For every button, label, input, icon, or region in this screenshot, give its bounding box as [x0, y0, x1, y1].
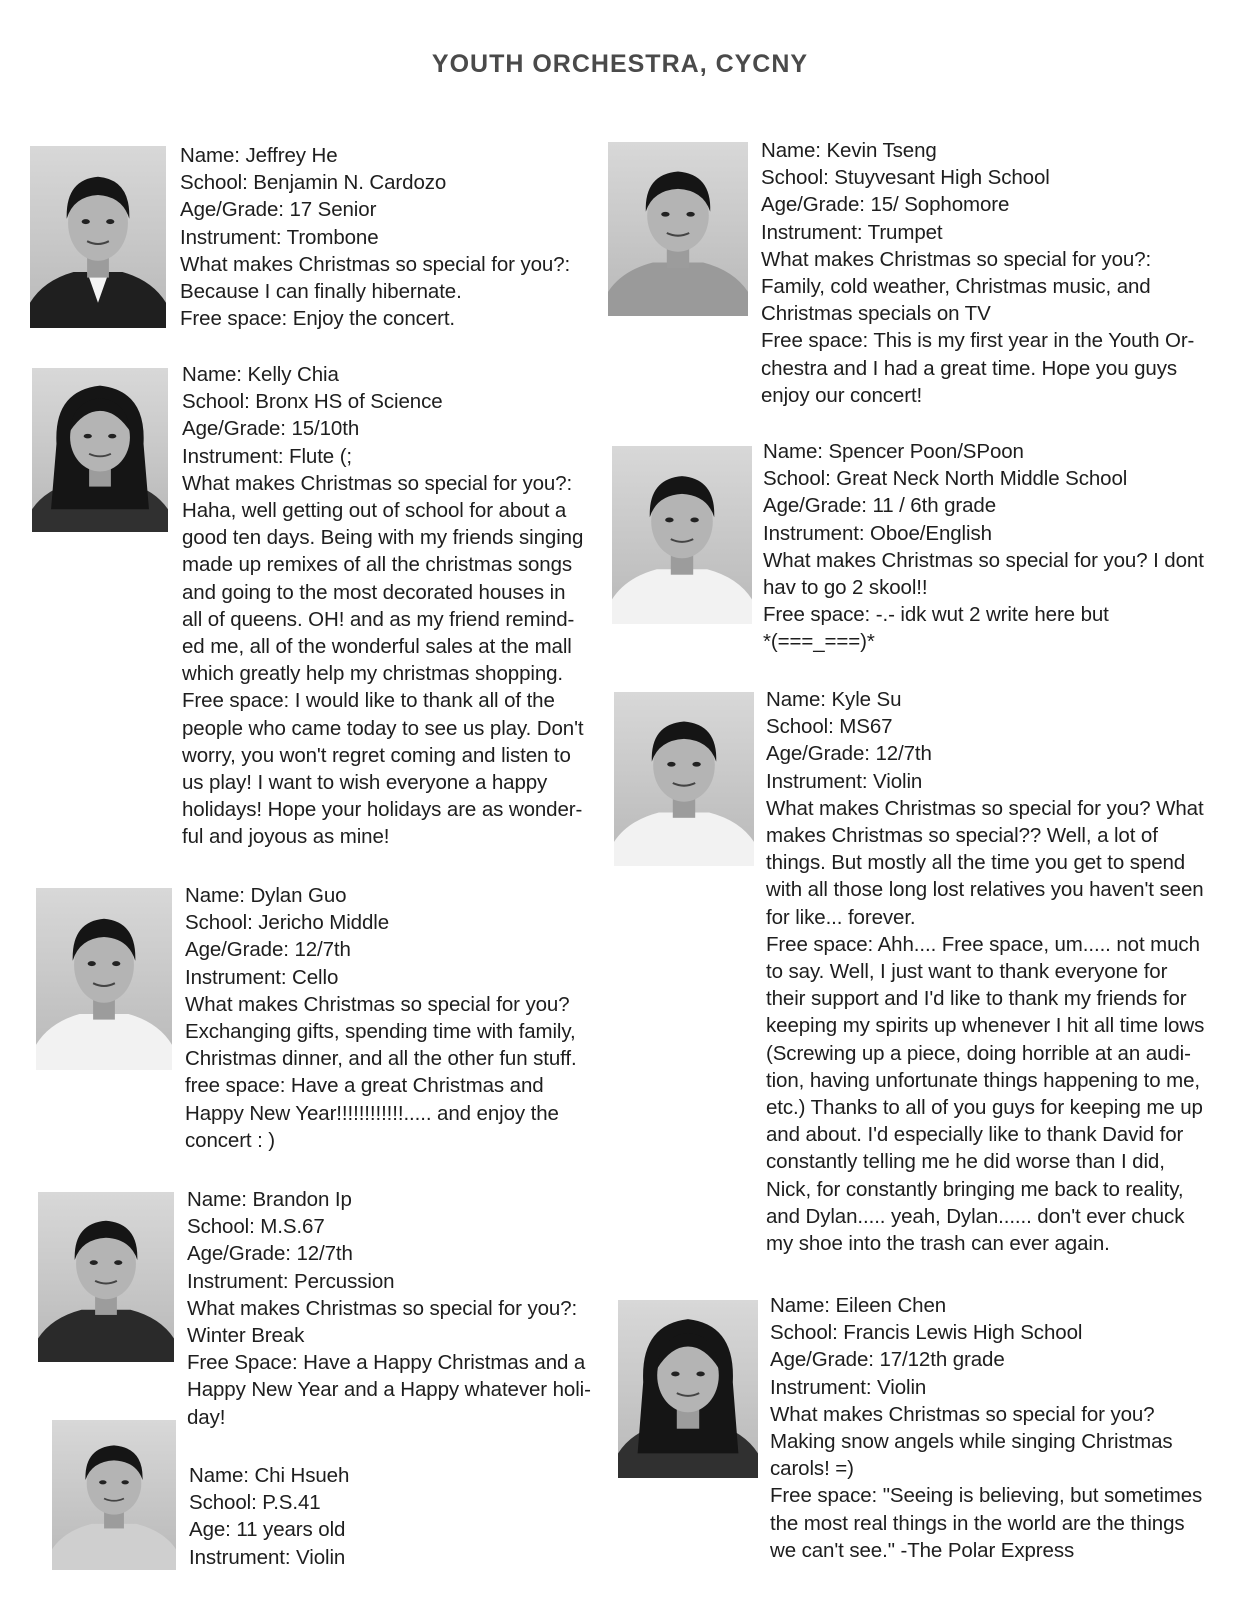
- member-text-line: Age/Grade: 15/10th: [182, 417, 360, 441]
- entry-kyle-su: [766, 686, 1204, 1257]
- member-text-line: What makes Christmas so special for you?: [185, 992, 570, 1016]
- member-text-line: and about. I'd especially like to thank David for: [766, 1123, 1184, 1147]
- photo-kyle-su: [614, 692, 754, 866]
- member-text-line: we can't see." -The Polar Express: [770, 1538, 1075, 1562]
- member-name: Name: Jeffrey He: [180, 144, 338, 167]
- member-text-line: concert : ): [185, 1128, 276, 1152]
- photo-eileen-chen: [618, 1300, 758, 1478]
- member-text-line: Instrument: Violin: [766, 769, 923, 793]
- member-text-line: Age/Grade: 12/7th: [766, 742, 932, 766]
- member-text-line: Nick, for constantly bringing me back to reality,: [766, 1177, 1184, 1201]
- member-text-line: (Screwing up a piece, doing horrible at an audi-: [766, 1041, 1191, 1065]
- member-text-line: *(===_===)*: [763, 630, 875, 654]
- member-text-line: What makes Christmas so special for you?:: [182, 471, 573, 495]
- member-text-line: and Dylan..... yeah, Dylan...... don't ever chuck: [766, 1204, 1185, 1228]
- member-text-line: us play! I want to wish everyone a happy: [182, 771, 548, 795]
- member-text-line: Free space: Enjoy the concert.: [180, 307, 456, 331]
- member-text-line: Free space: "Seeing is believing, but sometimes: [770, 1484, 1203, 1508]
- member-text-line: to say. Well, I just want to thank everyone for: [766, 960, 1168, 984]
- member-text-line: Instrument: Cello: [185, 965, 339, 989]
- member-text-line: What makes Christmas so special for you?:: [180, 252, 571, 276]
- member-text-line: which greatly help my christmas shopping.: [182, 662, 564, 686]
- member-text-line: School: Great Neck North Middle School: [763, 467, 1128, 491]
- entry-brandon-ip: [187, 1186, 591, 1431]
- member-text-line: my shoe into the trash can ever again.: [766, 1232, 1110, 1256]
- photo-spencer-poon: [612, 446, 752, 624]
- member-text-line: Instrument: Violin: [189, 1545, 346, 1569]
- member-text-line: all of queens. OH! and as my friend remind-: [182, 607, 575, 631]
- member-text-line: people who came today to see us play. Don't: [182, 716, 584, 740]
- member-text-line: Age/Grade: 15/ Sophomore: [761, 193, 1010, 217]
- entry-spencer-poon: [763, 438, 1204, 656]
- member-text-line: tion, having unfortunate things happening to me,: [766, 1068, 1200, 1092]
- member-text-line: ful and joyous as mine!: [182, 825, 390, 849]
- entry-chi-hsueh: [189, 1462, 349, 1571]
- member-text-line: holidays! Hope your holidays are as wonder-: [182, 798, 583, 822]
- entry-kelly-chia: [182, 361, 584, 851]
- member-text-line: What makes Christmas so special for you?:: [187, 1296, 578, 1320]
- member-text-line: Christmas specials on TV: [761, 302, 991, 326]
- member-name: Name: Kelly Chia: [182, 363, 339, 386]
- entry-dylan-guo: [185, 882, 577, 1154]
- member-text-line: the most real things in the world are the things: [770, 1511, 1185, 1535]
- member-text-line: good ten days. Being with my friends singing: [182, 526, 584, 550]
- member-text-line: Winter Break: [187, 1324, 305, 1348]
- entry-eileen-chen: [770, 1292, 1202, 1564]
- member-text-line: School: Benjamin N. Cardozo: [180, 171, 447, 195]
- member-text-line: makes Christmas so special?? Well, a lot of: [766, 824, 1158, 848]
- member-name: Name: Eileen Chen: [770, 1294, 947, 1317]
- entry-kevin-tseng: [761, 137, 1194, 409]
- member-text-line: worry, you won't regret coming and listen to: [182, 743, 571, 767]
- member-text-line: School: Bronx HS of Science: [182, 390, 443, 414]
- member-text-line: Instrument: Percussion: [187, 1269, 395, 1293]
- member-text-line: things. But mostly all the time you get to spend: [766, 851, 1186, 875]
- member-name: Name: Kyle Su: [766, 688, 902, 711]
- photo-chi-hsueh: [52, 1420, 176, 1570]
- member-text-line: Happy New Year and a Happy whatever holi-: [187, 1378, 591, 1402]
- photo-dylan-guo: [36, 888, 172, 1070]
- member-text-line: for like... forever.: [766, 905, 916, 929]
- member-text-line: What makes Christmas so special for you? What: [766, 796, 1204, 820]
- member-text-line: Instrument: Trumpet: [761, 220, 943, 244]
- photo-kelly-chia: [32, 368, 168, 532]
- member-text-line: Age/Grade: 17 Senior: [180, 198, 377, 222]
- member-text-line: Free space: This is my first year in the Youth Or-: [761, 329, 1195, 353]
- member-text-line: School: Stuyvesant High School: [761, 166, 1050, 190]
- member-text-line: keeping my spirits up whenever I hit all time lows: [766, 1014, 1205, 1038]
- member-text-line: Family, cold weather, Christmas music, and: [761, 275, 1151, 299]
- member-text-line: Free Space: Have a Happy Christmas and a: [187, 1351, 586, 1375]
- member-text-line: What makes Christmas so special for you?:: [761, 247, 1152, 271]
- member-text-line: Haha, well getting out of school for about a: [182, 499, 567, 523]
- member-text-line: day!: [187, 1405, 226, 1429]
- member-text-line: School: Jericho Middle: [185, 911, 390, 935]
- member-text-line: Instrument: Violin: [770, 1375, 927, 1399]
- photo-brandon-ip: [38, 1192, 174, 1362]
- member-text-line: hav to go 2 skool!!: [763, 576, 928, 600]
- member-name: Name: Dylan Guo: [185, 884, 347, 907]
- member-name: Name: Chi Hsueh: [189, 1464, 350, 1487]
- member-text-line: Happy New Year!!!!!!!!!!!!..... and enjoy the: [185, 1101, 559, 1125]
- member-text-line: free space: Have a great Christmas and: [185, 1074, 544, 1098]
- member-text-line: Exchanging gifts, spending time with family,: [185, 1020, 576, 1044]
- member-text-line: carols! =): [770, 1457, 854, 1481]
- member-text-line: Age/Grade: 12/7th: [185, 938, 351, 962]
- member-text-line: Free space: Ahh.... Free space, um..... not much: [766, 932, 1200, 956]
- photo-jeffrey-he: [30, 146, 166, 328]
- member-text-line: made up remixes of all the christmas songs: [182, 553, 573, 577]
- member-text-line: enjoy our concert!: [761, 383, 923, 407]
- member-text-line: School: MS67: [766, 715, 893, 739]
- member-text-line: Age/Grade: 11 / 6th grade: [763, 494, 997, 518]
- member-text-line: Age: 11 years old: [189, 1518, 346, 1542]
- member-text-line: chestra and I had a great time. Hope you guys: [761, 356, 1178, 380]
- member-text-line: Instrument: Flute (;: [182, 444, 353, 468]
- member-name: Name: Kevin Tseng: [761, 139, 937, 162]
- member-text-line: Free space: I would like to thank all of the: [182, 689, 555, 713]
- member-text-line: What makes Christmas so special for you?: [770, 1402, 1155, 1426]
- member-text-line: with all those long lost relatives you haven't seen: [766, 878, 1204, 902]
- member-text-line: Age/Grade: 17/12th grade: [770, 1348, 1005, 1372]
- member-text-line: Age/Grade: 12/7th: [187, 1242, 353, 1266]
- member-text-line: ed me, all of the wonderful sales at the mall: [182, 635, 572, 659]
- member-text-line: School: P.S.41: [189, 1491, 321, 1515]
- member-name: Name: Brandon Ip: [187, 1188, 352, 1211]
- member-text-line: Free space: -.- idk wut 2 write here but: [763, 603, 1109, 627]
- page-title: YOUTH ORCHESTRA, CYCNY: [431, 50, 809, 78]
- member-text-line: Because I can finally hibernate.: [180, 280, 462, 304]
- member-text-line: Christmas dinner, and all the other fun stuff.: [185, 1047, 577, 1071]
- member-text-line: School: M.S.67: [187, 1215, 325, 1239]
- member-text-line: Making snow angels while singing Christmas: [770, 1430, 1173, 1454]
- member-text-line: constantly telling me he did worse than I did,: [766, 1150, 1165, 1174]
- member-text-line: and going to the most decorated houses in: [182, 580, 566, 604]
- member-text-line: What makes Christmas so special for you? I dont: [763, 548, 1204, 572]
- member-name: Name: Spencer Poon/SPoon: [763, 440, 1024, 463]
- entry-jeffrey-he: [180, 142, 570, 332]
- member-text-line: their support and I'd like to thank my friends for: [766, 987, 1187, 1011]
- member-text-line: etc.) Thanks to all of you guys for keeping me up: [766, 1096, 1203, 1120]
- member-text-line: Instrument: Oboe/English: [763, 521, 992, 545]
- member-text-line: School: Francis Lewis High School: [770, 1321, 1083, 1345]
- photo-kevin-tseng: [608, 142, 748, 316]
- member-text-line: Instrument: Trombone: [180, 225, 379, 249]
